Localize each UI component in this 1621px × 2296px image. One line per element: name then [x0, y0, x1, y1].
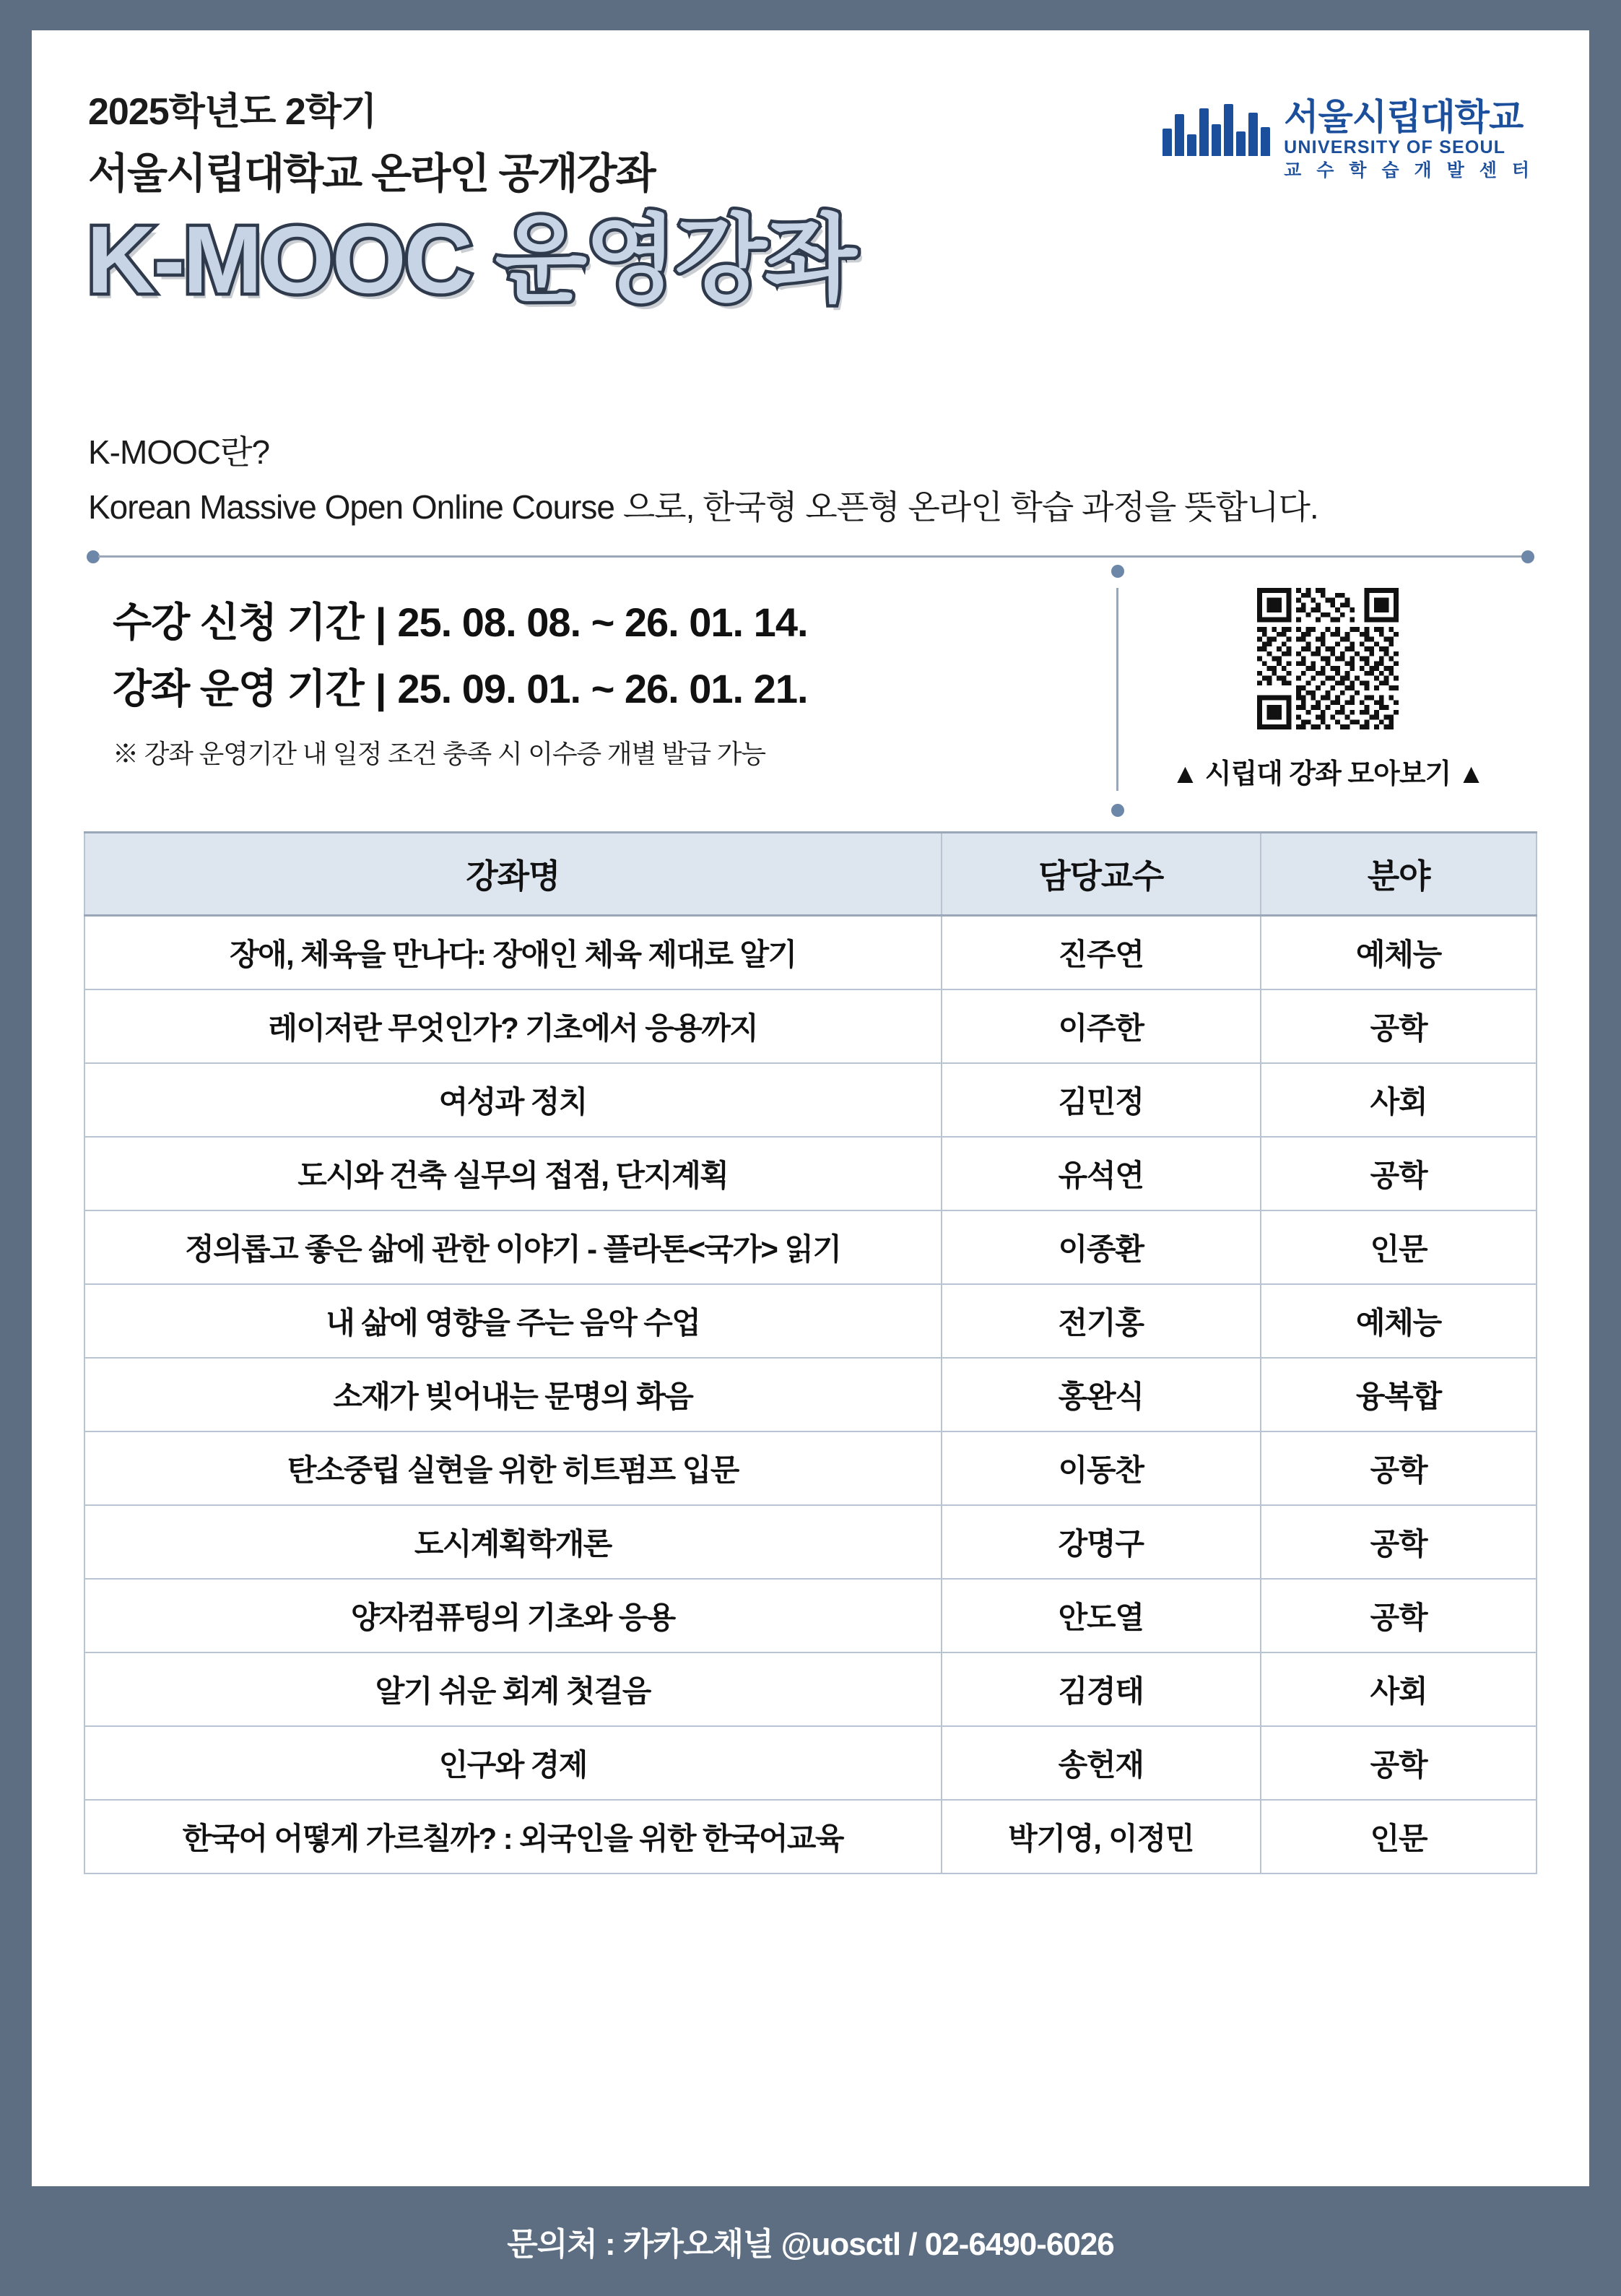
- course-name: 인구와 경제: [84, 1726, 942, 1800]
- course-field: 사회: [1261, 1652, 1537, 1726]
- vertical-divider-dot-bottom: [1111, 804, 1124, 817]
- run-period-value: 25. 09. 01. ~ 26. 01. 21.: [397, 666, 808, 711]
- course-field: 인문: [1261, 1800, 1537, 1873]
- run-period-separator: |: [375, 666, 386, 711]
- col-header-field: 분야: [1261, 833, 1537, 916]
- course-name: 장애, 체육을 만나다: 장애인 체육 제대로 알기: [84, 916, 942, 990]
- table-row: [84, 1652, 1537, 1726]
- definition-question: K-MOOC란?: [88, 433, 270, 471]
- run-period-label: 강좌 운영 기간: [113, 666, 364, 711]
- course-professor: 박기영, 이정민: [942, 1800, 1261, 1873]
- logo-center-name: 교 수 학 습 개 발 센 터: [1284, 160, 1534, 181]
- logo-korean-name: 서울시립대학교: [1284, 97, 1524, 137]
- table-row: [84, 916, 1537, 990]
- definition-block: [88, 426, 1537, 529]
- course-professor: 진주연: [942, 916, 1261, 990]
- course-name: 한국어 어떻게 가르칠까? : 외국인을 위한 한국어교육: [84, 1800, 942, 1873]
- course-name: 도시와 건축 실무의 접점, 단지계획: [84, 1137, 942, 1210]
- course-field: 공학: [1261, 1137, 1537, 1210]
- course-professor: 강명구: [942, 1505, 1261, 1579]
- apply-period-separator: |: [375, 599, 386, 645]
- table-header-row: [84, 833, 1537, 916]
- course-name: 알기 쉬운 회계 첫걸음: [84, 1652, 942, 1726]
- apply-period-row: [113, 591, 1116, 649]
- apply-period-label: 수강 신청 기간: [113, 599, 364, 645]
- logo-text: [1284, 98, 1534, 182]
- course-professor: 김경태: [942, 1652, 1261, 1726]
- table-row: [84, 1431, 1537, 1505]
- header-subtitle: 서울시립대학교 온라인 공개강좌: [88, 150, 655, 197]
- certificate-note: ※ 강좌 운영기간 내 일정 조건 충족 시 이수증 개별 발급 가능: [113, 739, 765, 768]
- course-professor: 유석연: [942, 1137, 1261, 1210]
- course-name: 레이저란 무엇인가? 기초에서 응용까지: [84, 989, 942, 1063]
- course-name: 여성과 정치: [84, 1063, 942, 1137]
- table-row: [84, 989, 1537, 1063]
- table-row: [84, 1800, 1537, 1873]
- table-row: [84, 1284, 1537, 1358]
- course-field: 공학: [1261, 1579, 1537, 1652]
- table-row: [84, 1579, 1537, 1652]
- vertical-divider-dot-top: [1111, 565, 1124, 578]
- course-field: 인문: [1261, 1210, 1537, 1284]
- col-header-professor: 담당교수: [942, 833, 1261, 916]
- course-field: 융복합: [1261, 1358, 1537, 1431]
- course-name: 소재가 빚어내는 문명의 화음: [84, 1358, 942, 1431]
- divider: [87, 549, 1534, 563]
- header: [84, 81, 1537, 420]
- contact-info: 문의처 : 카카오채널 @uosctl / 02-6490-6026: [507, 2227, 1114, 2262]
- course-field: 공학: [1261, 1726, 1537, 1800]
- course-professor: 이종환: [942, 1210, 1261, 1284]
- apply-period-value: 25. 08. 08. ~ 26. 01. 14.: [397, 599, 808, 645]
- qr-block: [1116, 588, 1537, 791]
- semester-label: 2025학년도 2학기: [88, 91, 377, 133]
- qr-caption: ▲ 시립대 강좌 모아보기 ▲: [1171, 759, 1485, 789]
- course-professor: 전기홍: [942, 1284, 1261, 1358]
- table-row: [84, 1505, 1537, 1579]
- course-table: [84, 831, 1537, 1874]
- course-field: 예체능: [1261, 916, 1537, 990]
- course-name: 정의롭고 좋은 삶에 관한 이야기 - 플라톤<국가> 읽기: [84, 1210, 942, 1284]
- course-name: 양자컴퓨팅의 기초와 응용: [84, 1579, 942, 1652]
- university-logo: [1162, 98, 1534, 182]
- definition-answer: Korean Massive Open Online Course 으로, 한국형 오픈형 온라인 학습 과정을 뜻합니다.: [88, 488, 1318, 526]
- course-name: 도시계획학개론: [84, 1505, 942, 1579]
- course-field: 사회: [1261, 1063, 1537, 1137]
- course-field: 예체능: [1261, 1284, 1537, 1358]
- divider-line: [98, 555, 1523, 558]
- course-field: 공학: [1261, 1505, 1537, 1579]
- course-name: 탄소중립 실현을 위한 히트펌프 입문: [84, 1431, 942, 1505]
- poster-sheet: [32, 30, 1589, 2186]
- footer: [0, 2186, 1621, 2296]
- table-row: [84, 1063, 1537, 1137]
- info-section: [84, 588, 1537, 791]
- table-row: [84, 1726, 1537, 1800]
- col-header-course-name: 강좌명: [84, 833, 942, 916]
- course-professor: 송헌재: [942, 1726, 1261, 1800]
- table-row: [84, 1137, 1537, 1210]
- course-professor: 홍완식: [942, 1358, 1261, 1431]
- table-row: [84, 1358, 1537, 1431]
- info-periods: [84, 588, 1116, 791]
- course-professor: 김민정: [942, 1063, 1261, 1137]
- divider-dot-right: [1521, 550, 1534, 563]
- course-professor: 이동찬: [942, 1431, 1261, 1505]
- page-title: K-MOOC 운영강좌: [87, 207, 855, 313]
- course-professor: 안도열: [942, 1579, 1261, 1652]
- course-field: 공학: [1261, 989, 1537, 1063]
- logo-english-name: UNIVERSITY OF SEOUL: [1284, 137, 1506, 157]
- course-name: 내 삶에 영향을 주는 음악 수업: [84, 1284, 942, 1358]
- qr-code-icon[interactable]: [1257, 588, 1399, 729]
- logo-mark-icon: [1162, 103, 1271, 156]
- table-row: [84, 1210, 1537, 1284]
- course-professor: 이주한: [942, 989, 1261, 1063]
- course-field: 공학: [1261, 1431, 1537, 1505]
- course-table-head: [84, 833, 1537, 916]
- course-table-body: [84, 916, 1537, 1874]
- run-period-row: [113, 657, 1116, 715]
